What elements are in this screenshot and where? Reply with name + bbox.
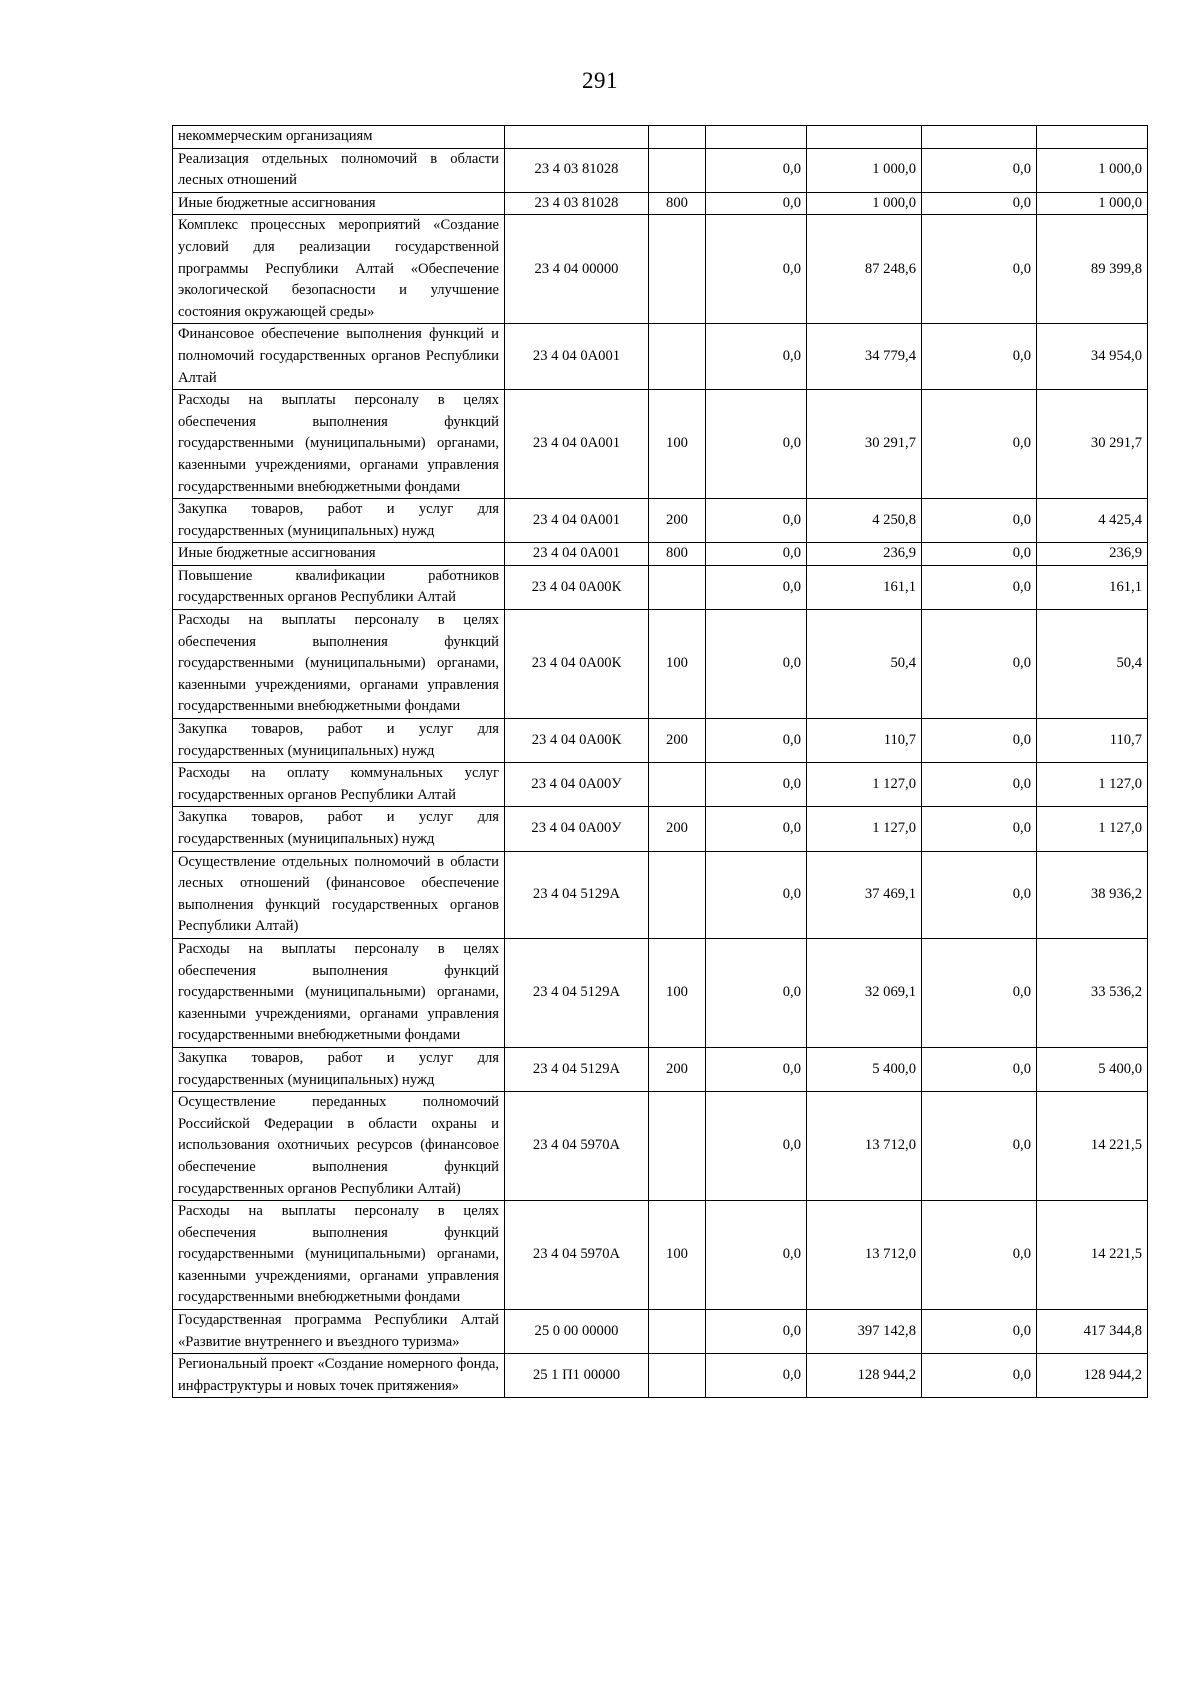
row-value-2: 32 069,1 — [807, 938, 922, 1047]
row-code: 25 0 00 00000 — [505, 1310, 649, 1354]
row-value-2: 13 712,0 — [807, 1092, 922, 1201]
row-value-4: 89 399,8 — [1037, 215, 1148, 324]
row-value-1: 0,0 — [706, 938, 807, 1047]
row-expense-type — [649, 148, 706, 192]
row-value-2: 37 469,1 — [807, 851, 922, 938]
row-value-4: 34 954,0 — [1037, 324, 1148, 390]
row-name: Иные бюджетные ассигнования — [173, 543, 505, 566]
table-row — [173, 719, 1148, 763]
row-value-3: 0,0 — [922, 192, 1037, 215]
row-name: Закупка товаров, работ и услуг для государственных (муниципальных) нужд — [173, 1047, 505, 1091]
row-value-1: 0,0 — [706, 1047, 807, 1091]
row-value-2: 34 779,4 — [807, 324, 922, 390]
row-value-4: 110,7 — [1037, 719, 1148, 763]
row-value-4: 4 425,4 — [1037, 499, 1148, 543]
row-expense-type: 100 — [649, 938, 706, 1047]
row-value-2 — [807, 126, 922, 149]
row-value-3: 0,0 — [922, 543, 1037, 566]
row-name: Финансовое обеспечение выполнения функций и полномочий государственных органов Республики Алтай — [173, 324, 505, 390]
row-name: Комплекс процессных мероприятий «Создание условий для реализации государственной программы Республики Алтай «Обеспечение экологической безопасности и улучшение состояния окружающей среды» — [173, 215, 505, 324]
row-value-4: 14 221,5 — [1037, 1201, 1148, 1310]
row-value-1: 0,0 — [706, 807, 807, 851]
row-value-4: 1 000,0 — [1037, 148, 1148, 192]
row-value-3: 0,0 — [922, 807, 1037, 851]
row-value-4: 33 536,2 — [1037, 938, 1148, 1047]
row-value-1: 0,0 — [706, 148, 807, 192]
row-name: Расходы на выплаты персоналу в целях обеспечения выполнения функций государственными (муниципальными) органами, казенными учреждениями, органами управления государственными внебюджетными фондами — [173, 390, 505, 499]
table-row — [173, 1047, 1148, 1091]
row-expense-type: 100 — [649, 610, 706, 719]
row-expense-type — [649, 763, 706, 807]
row-value-3: 0,0 — [922, 390, 1037, 499]
budget-table — [172, 125, 1148, 1398]
row-name: Повышение квалификации работников государственных органов Республики Алтай — [173, 565, 505, 609]
row-value-1: 0,0 — [706, 763, 807, 807]
row-code: 23 4 04 5129А — [505, 938, 649, 1047]
row-value-4: 1 000,0 — [1037, 192, 1148, 215]
row-value-4: 1 127,0 — [1037, 807, 1148, 851]
row-name: Расходы на выплаты персоналу в целях обеспечения выполнения функций государственными (муниципальными) органами, казенными учреждениями, органами управления государственными внебюджетными фондами — [173, 938, 505, 1047]
row-value-2: 236,9 — [807, 543, 922, 566]
row-value-1: 0,0 — [706, 192, 807, 215]
row-value-2: 1 127,0 — [807, 807, 922, 851]
row-value-2: 110,7 — [807, 719, 922, 763]
row-value-1: 0,0 — [706, 499, 807, 543]
row-value-3: 0,0 — [922, 324, 1037, 390]
row-value-4: 128 944,2 — [1037, 1354, 1148, 1398]
row-expense-type: 200 — [649, 1047, 706, 1091]
row-expense-type — [649, 1354, 706, 1398]
row-value-2: 4 250,8 — [807, 499, 922, 543]
row-code: 23 4 04 5129А — [505, 851, 649, 938]
row-value-3: 0,0 — [922, 851, 1037, 938]
row-name: Расходы на выплаты персоналу в целях обеспечения выполнения функций государственными (муниципальными) органами, казенными учреждениями, органами управления государственными внебюджетными фондами — [173, 1201, 505, 1310]
row-code: 23 4 04 0А00У — [505, 807, 649, 851]
row-value-1: 0,0 — [706, 851, 807, 938]
row-value-3: 0,0 — [922, 148, 1037, 192]
row-code: 23 4 04 5970А — [505, 1201, 649, 1310]
row-value-3 — [922, 126, 1037, 149]
row-name: Реализация отдельных полномочий в области лесных отношений — [173, 148, 505, 192]
row-code: 23 4 04 0А00К — [505, 565, 649, 609]
row-value-1: 0,0 — [706, 719, 807, 763]
row-value-2: 5 400,0 — [807, 1047, 922, 1091]
row-code: 23 4 04 0А001 — [505, 390, 649, 499]
table-row — [173, 807, 1148, 851]
row-value-1: 0,0 — [706, 1092, 807, 1201]
row-code: 23 4 04 0А001 — [505, 324, 649, 390]
row-name: Осуществление отдельных полномочий в области лесных отношений (финансовое обеспечение выполнения функций государственных органов Республики Алтай) — [173, 851, 505, 938]
row-value-3: 0,0 — [922, 1310, 1037, 1354]
row-name: Иные бюджетные ассигнования — [173, 192, 505, 215]
row-value-1: 0,0 — [706, 324, 807, 390]
row-name: Осуществление переданных полномочий Российской Федерации в области охраны и использования охотничьих ресурсов (финансовое обеспечение выполнения функций государственных органов Республики Алтай) — [173, 1092, 505, 1201]
table-row — [173, 126, 1148, 149]
row-value-2: 13 712,0 — [807, 1201, 922, 1310]
page-number: 291 — [582, 68, 618, 93]
table-row — [173, 390, 1148, 499]
table-row — [173, 192, 1148, 215]
row-expense-type — [649, 215, 706, 324]
row-code: 23 4 04 00000 — [505, 215, 649, 324]
row-value-2: 87 248,6 — [807, 215, 922, 324]
row-value-3: 0,0 — [922, 719, 1037, 763]
row-expense-type: 100 — [649, 390, 706, 499]
row-value-4: 1 127,0 — [1037, 763, 1148, 807]
row-expense-type: 200 — [649, 719, 706, 763]
table-row — [173, 1310, 1148, 1354]
row-expense-type: 800 — [649, 192, 706, 215]
row-value-2: 1 000,0 — [807, 148, 922, 192]
row-value-2: 128 944,2 — [807, 1354, 922, 1398]
row-name: Закупка товаров, работ и услуг для государственных (муниципальных) нужд — [173, 807, 505, 851]
row-name: Расходы на выплаты персоналу в целях обеспечения выполнения функций государственными (муниципальными) органами, казенными учреждениями, органами управления государственными внебюджетными фондами — [173, 610, 505, 719]
table-row — [173, 543, 1148, 566]
row-code: 23 4 04 5970А — [505, 1092, 649, 1201]
row-code: 23 4 04 0А001 — [505, 499, 649, 543]
row-expense-type — [649, 324, 706, 390]
row-value-2: 397 142,8 — [807, 1310, 922, 1354]
row-name: Расходы на оплату коммунальных услуг государственных органов Республики Алтай — [173, 763, 505, 807]
row-value-3: 0,0 — [922, 215, 1037, 324]
row-value-4: 236,9 — [1037, 543, 1148, 566]
row-value-4: 50,4 — [1037, 610, 1148, 719]
row-name: Государственная программа Республики Алтай «Развитие внутреннего и въездного туризма» — [173, 1310, 505, 1354]
row-code: 23 4 04 0А00К — [505, 719, 649, 763]
row-code: 23 4 03 81028 — [505, 192, 649, 215]
row-value-3: 0,0 — [922, 938, 1037, 1047]
row-value-4: 38 936,2 — [1037, 851, 1148, 938]
row-value-2: 30 291,7 — [807, 390, 922, 499]
table-row — [173, 324, 1148, 390]
row-value-3: 0,0 — [922, 1092, 1037, 1201]
row-value-1: 0,0 — [706, 1354, 807, 1398]
row-code: 23 4 04 0А00К — [505, 610, 649, 719]
table-row — [173, 499, 1148, 543]
row-code: 25 1 П1 00000 — [505, 1354, 649, 1398]
row-expense-type — [649, 851, 706, 938]
row-name: Закупка товаров, работ и услуг для государственных (муниципальных) нужд — [173, 499, 505, 543]
table-row — [173, 851, 1148, 938]
row-value-3: 0,0 — [922, 763, 1037, 807]
row-expense-type: 100 — [649, 1201, 706, 1310]
row-expense-type — [649, 126, 706, 149]
row-value-4: 161,1 — [1037, 565, 1148, 609]
row-value-3: 0,0 — [922, 565, 1037, 609]
row-value-2: 50,4 — [807, 610, 922, 719]
row-value-4: 417 344,8 — [1037, 1310, 1148, 1354]
row-name: некоммерческим организациям — [173, 126, 505, 149]
row-expense-type: 200 — [649, 499, 706, 543]
row-name: Закупка товаров, работ и услуг для государственных (муниципальных) нужд — [173, 719, 505, 763]
row-value-3: 0,0 — [922, 610, 1037, 719]
row-value-1: 0,0 — [706, 565, 807, 609]
row-expense-type — [649, 565, 706, 609]
row-code: 23 4 04 0А001 — [505, 543, 649, 566]
row-value-4: 30 291,7 — [1037, 390, 1148, 499]
table-row — [173, 1354, 1148, 1398]
row-code: 23 4 04 0А00У — [505, 763, 649, 807]
row-value-3: 0,0 — [922, 1201, 1037, 1310]
table-row — [173, 215, 1148, 324]
row-expense-type: 800 — [649, 543, 706, 566]
row-value-4: 5 400,0 — [1037, 1047, 1148, 1091]
row-code: 23 4 03 81028 — [505, 148, 649, 192]
row-expense-type — [649, 1310, 706, 1354]
row-value-1: 0,0 — [706, 543, 807, 566]
row-value-3: 0,0 — [922, 1354, 1037, 1398]
row-value-3: 0,0 — [922, 499, 1037, 543]
row-value-1 — [706, 126, 807, 149]
row-code — [505, 126, 649, 149]
table-row — [173, 610, 1148, 719]
row-value-1: 0,0 — [706, 215, 807, 324]
row-value-2: 1 000,0 — [807, 192, 922, 215]
row-code: 23 4 04 5129А — [505, 1047, 649, 1091]
row-value-3: 0,0 — [922, 1047, 1037, 1091]
table-row — [173, 1092, 1148, 1201]
row-value-2: 1 127,0 — [807, 763, 922, 807]
row-value-1: 0,0 — [706, 390, 807, 499]
table-row — [173, 565, 1148, 609]
row-value-1: 0,0 — [706, 610, 807, 719]
row-expense-type — [649, 1092, 706, 1201]
row-value-4: 14 221,5 — [1037, 1092, 1148, 1201]
row-value-1: 0,0 — [706, 1201, 807, 1310]
table-row — [173, 1201, 1148, 1310]
table-row — [173, 763, 1148, 807]
row-value-2: 161,1 — [807, 565, 922, 609]
table-row — [173, 938, 1148, 1047]
row-expense-type: 200 — [649, 807, 706, 851]
table-row — [173, 148, 1148, 192]
row-value-4 — [1037, 126, 1148, 149]
row-value-1: 0,0 — [706, 1310, 807, 1354]
row-name: Региональный проект «Создание номерного фонда, инфраструктуры и новых точек притяжения» — [173, 1354, 505, 1398]
